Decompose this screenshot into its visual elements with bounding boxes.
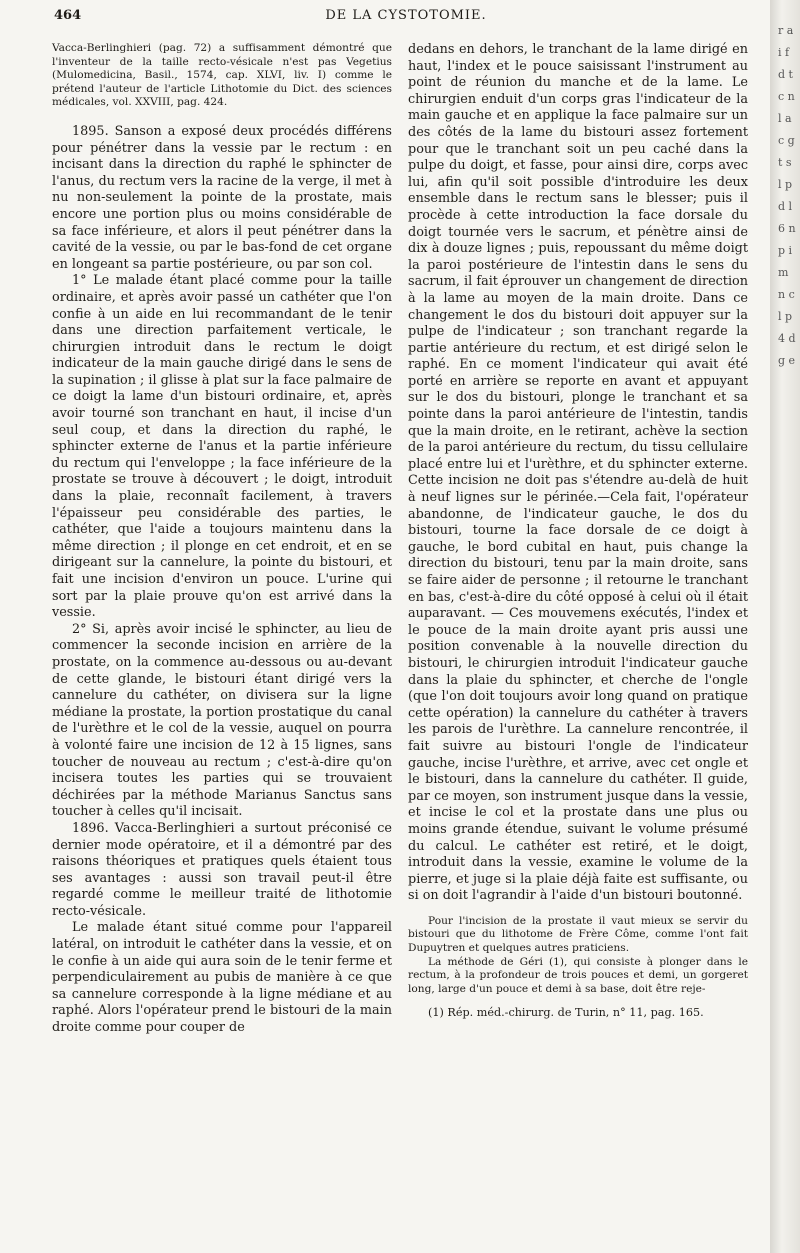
left-column (52, 42, 392, 1037)
adjacent-page-fragments: r a i f d t c n l a c g t s l p d l 6 n p i m n c l p 4 d g e (778, 24, 796, 367)
paragraph-1895: 1895. Sanson a exposé deux procédés différens pour pénétrer dans la vessie par le rectum : en incisant dans la direction du raphé le sphincter de l'anus, du rectum vers la racine de la verge, il met à nu non-seulement la pointe de la prostate, mais encore une portion plus ou moins considérable de sa face inférieure, et alors il peut pénétrer dans la cavité de la vessie, ou par le bas-fond de cet organe en longeant sa partie postérieure, ou par son col. (52, 123, 392, 272)
paragraph-patient-position: Le malade étant situé comme pour l'appareil latéral, on introduit le cathéter dans la vessie, et on le confie à un aide qui aura soin de le tenir ferme et perpendiculairement au pubis de manière à ce que sa cannelure corresponde à la ligne médiane et au raphé. Alors l'opérateur prend le bistouri de la main droite comme pour couper de (52, 920, 392, 1036)
page-number: 464 (54, 8, 82, 23)
note-prostate-incision: Pour l'incision de la prostate il vaut mieux se servir du bistouri que du lithotome de Frère Côme, comme l'ont fait Dupuytren et quelques autres praticiens. (408, 914, 748, 955)
paragraph-second-procedure: 2° Si, après avoir incisé le sphincter, au lieu de commencer la seconde incision en arrière de la prostate, on la commence au-dessous ou au-devant de cette glande, le bistouri étant dirigé vers la cannelure du cathéter, on divisera sur la ligne médiane la prostate, la portion prostatique du canal de l'urèthre et le col de la vessie, auquel on pourra à volonté faire une incision de 12 à 15 lignes, sans toucher de nouveau au rectum ; c'est-à-dire qu'on incisera toutes les parties qui se trouvaient déchirées par la méthode Marianus Sanctus sans toucher à celles qu'il incisait. (52, 621, 392, 820)
intro-note: Vacca-Berlinghieri (pag. 72) a suffisamment démontré que l'inventeur de la taille recto-vésicale n'est pas Vegetius (Mulomedicina, Basil., 1574, cap. XLVI, liv. I) comme le prétend l'auteur de l'article Lithotomie du Dict. des sciences médicales, vol. XXVIII, pag. 424. (52, 42, 392, 109)
paragraph-1896: 1896. Vacca-Berlinghieri a surtout préconisé ce dernier mode opératoire, et il a démontré par des raisons théoriques et pratiques quels étaient tous ses avantages : aussi son travail peut-il être regardé comme le meilleur traité de lithotomie recto-vésicale. (52, 820, 392, 919)
page-header (52, 6, 760, 28)
footnote: (1) Rép. méd.-chirurg. de Turin, n° 11, pag. 165. (428, 1006, 704, 1020)
running-title: DE LA CYSTOTOMIE. (325, 8, 487, 23)
paragraph-continuation: dedans en dehors, le tranchant de la lame dirigé en haut, l'index et le pouce saisissant l'instrument au point de réunion du manche et de la lame. Le chirurgien enduit d'un corps gras l'indicateur de la main gauche et en applique la face palmaire sur un des côtés de la lame du bistouri assez fortement pour que le tranchant soit un peu caché dans la pulpe du doigt, et fasse, pour ainsi dire, corps avec lui, afin qu'il soit possible d'introduire les deux ensemble dans le rectum sans le blesser; puis il procède à cette introduction la face dorsale du doigt tournée vers le sacrum, et pénètre ainsi de dix à douze lignes ; puis, repoussant du même doigt la paroi postérieure de l'intestin dans le sens du sacrum, il fait éprouver un changement de direction à la lame au moyen de la main droite. Dans ce changement le dos du bistouri doit appuyer sur la pulpe de l'indicateur ; son tranchant regarde la partie antérieure du rectum, et est dirigé selon le raphé. En ce moment l'indicateur qui avait été porté en arrière se reporte en avant et appuyant sur le dos du bistouri, plonge le tranchant et sa pointe dans la paroi antérieure de l'intestin, tandis que la main droite, en le retirant, achève la section de la paroi antérieure du rectum, du tissu cellulaire placé entre lui et l'urèthre, et du sphincter externe. Cette incision ne doit pas s'étendre au-delà de huit à neuf lignes sur le périnée.—Cela fait, l'opérateur abandonne, de l'indicateur gauche, le dos du bistouri, tourne la face dorsale de ce doigt à gauche, le bord cubital en haut, puis change la direction du bistouri, tenu par la main droite, sans se faire aider de personne ; il retourne le tranchant en bas, c'est-à-dire du côté opposé à celui où il était auparavant. — Ces mouvemens exécutés, l'index et le pouce de la main droite ayant pris aussi une position convenable à la nouvelle direction du bistouri, le chirurgien introduit l'indicateur gauche dans la plaie du sphincter, et cherche de l'ongle (que l'on doit toujours avoir long quand on pratique cette opération) la cannelure du cathéter à travers les parois de l'urèthre. La cannelure rencontrée, il fait suivre au bistouri l'ongle de l'indicateur gauche, incise l'urèthre, et arrive, avec cet ongle et le bistouri, dans la cannelure du cathéter. Il guide, par ce moyen, son instrument jusque dans la vessie, et incise le col et la prostate dans une plus ou moins grande étendue, suivant le volume présumé du calcul. Le cathéter est retiré, et le doigt, introduit dans la vessie, examine le volume de la pierre, et juge si la plaie déjà faite est suffisante, ou si on doit l'agrandir à l'aide d'un bistouri boutonné. (408, 42, 748, 904)
right-column (408, 42, 748, 1020)
note-geri-method: La méthode de Géri (1), qui consiste à plonger dans le rectum, à la profondeur de trois pouces et demi, un gorgeret long, large d'un pouce et demi à sa base, doit être reje- (408, 955, 748, 995)
paragraph-first-procedure: 1° Le malade étant placé comme pour la taille ordinaire, et après avoir passé un cathéter que l'on confie à un aide en lui recommandant de le tenir dans une direction parfaitement verticale, le chirurgien introduit dans le rectum le doigt indicateur de la main gauche dirigé dans le sens de la supination ; il glisse à plat sur la face palmaire de ce doigt la lame d'un bistouri ordinaire, et, après avoir tourné son tranchant en haut, il incise d'un seul coup, et dans la direction du raphé, le sphincter externe de l'anus et la partie inférieure du rectum qui l'enveloppe ; la face inférieure de la prostate se trouve à découvert ; le doigt, introduit dans la plaie, reconnaît facilement, à travers l'épaisseur peu considérable des parties, le cathéter, que l'aide a toujours maintenu dans la même direction ; il plonge en cet endroit, et en se dirigeant sur la cannelure, la pointe du bistouri, et fait une incision d'environ un pouce. L'urine qui sort par la plaie prouve qu'on est arrivé dans la vessie. (52, 273, 392, 621)
